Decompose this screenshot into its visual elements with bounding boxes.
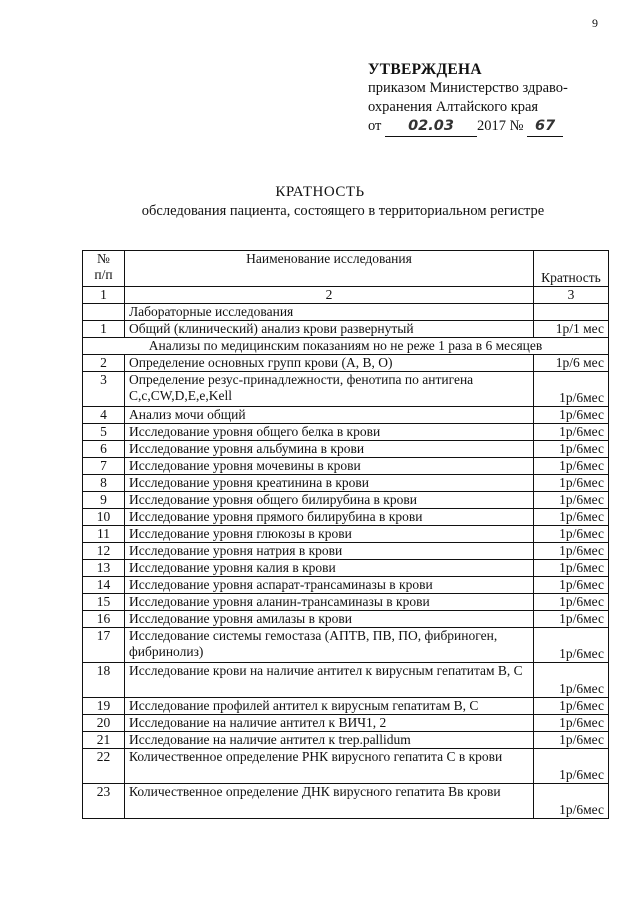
row-number: 19 <box>83 698 125 715</box>
order-year: 2017 № <box>477 118 524 134</box>
handwritten-order-number: 67 <box>527 117 563 137</box>
approval-date-line <box>368 117 568 137</box>
column-number: 2 <box>125 287 534 304</box>
row-number: 15 <box>83 594 125 611</box>
row-frequency: 1р/6 мес <box>534 355 609 372</box>
header-number <box>83 251 125 287</box>
row-name: Исследование уровня амилазы в крови <box>125 611 534 628</box>
row-frequency: 1р/6мес <box>534 424 609 441</box>
document-title: КРАТНОСТЬ <box>275 184 365 200</box>
row-number: 3 <box>83 372 125 407</box>
row-name: Исследование на наличие антител к ВИЧ1, 2 <box>125 715 534 732</box>
table-row <box>83 577 609 594</box>
table-row <box>83 424 609 441</box>
row-frequency: 1р/6мес <box>534 526 609 543</box>
row-name: Исследование уровня калия в крови <box>125 560 534 577</box>
row-name: Количественное определение ДНК вирусного гепатита Вв крови <box>125 784 534 819</box>
row-name: Исследование уровня общего билирубина в крови <box>125 492 534 509</box>
examination-frequency-table <box>82 250 609 819</box>
row-frequency: 1р/6мес <box>534 611 609 628</box>
row-name: Общий (клинический) анализ крови развернутый <box>125 321 534 338</box>
table-row <box>83 663 609 698</box>
row-number: 10 <box>83 509 125 526</box>
row-name: Исследование уровня альбумина в крови <box>125 441 534 458</box>
page-number: 9 <box>592 16 598 30</box>
row-name: Исследование системы гемостаза (АПТВ, ПВ, ПО, фибриноген, фибринолиз) <box>125 628 534 663</box>
table-row <box>83 784 609 819</box>
row-frequency: 1р/6мес <box>534 372 609 407</box>
row-number: 17 <box>83 628 125 663</box>
row-frequency: 1р/6мес <box>534 543 609 560</box>
table-row <box>83 475 609 492</box>
row-name: Исследование крови на наличие антител к вирусным гепатитам В, С <box>125 663 534 698</box>
row-frequency: 1р/6мес <box>534 458 609 475</box>
row-number: 1 <box>83 321 125 338</box>
row-frequency: 1р/6мес <box>534 663 609 698</box>
section-medical-label: Анализы по медицинским показаниям но не реже 1 раза в 6 месяцев <box>83 338 609 355</box>
row-frequency: 1р/6мес <box>534 594 609 611</box>
table-row <box>83 749 609 784</box>
row-frequency: 1р/6мес <box>534 628 609 663</box>
row-name: Анализ мочи общий <box>125 407 534 424</box>
row-number: 11 <box>83 526 125 543</box>
row-frequency: 1р/6мес <box>534 407 609 424</box>
row-frequency: 1р/6мес <box>534 441 609 458</box>
table-row <box>83 560 609 577</box>
row-frequency: 1р/6мес <box>534 560 609 577</box>
table-row <box>83 355 609 372</box>
approval-title: УТВЕРЖДЕНА <box>368 61 482 78</box>
header-name: Наименование исследования <box>125 251 534 287</box>
row-name: Исследование уровня прямого билирубина в крови <box>125 509 534 526</box>
row-frequency: 1р/6мес <box>534 509 609 526</box>
table-row <box>83 509 609 526</box>
row-name: Исследование уровня общего белка в крови <box>125 424 534 441</box>
row-name: Исследование уровня мочевины в крови <box>125 458 534 475</box>
row-number: 4 <box>83 407 125 424</box>
row-frequency: 1р/6мес <box>534 784 609 819</box>
document-subtitle: обследования пациента, состоящего в территориальном регистре <box>141 203 545 219</box>
row-number: 12 <box>83 543 125 560</box>
row-name: Исследование уровня креатинина в крови <box>125 475 534 492</box>
row-name: Исследование профилей антител к вирусным гепатитам В, С <box>125 698 534 715</box>
row-number: 20 <box>83 715 125 732</box>
table-row <box>83 441 609 458</box>
table-row <box>83 407 609 424</box>
row-name: Исследование на наличие антител к trep.pallidum <box>125 732 534 749</box>
row-name: Исследование уровня глюкозы в крови <box>125 526 534 543</box>
table-row <box>83 543 609 560</box>
table-row <box>83 321 609 338</box>
table-row <box>83 715 609 732</box>
row-number: 18 <box>83 663 125 698</box>
row-name: Количественное определение РНК вирусного гепатита С в крови <box>125 749 534 784</box>
row-name: Исследование уровня натрия в крови <box>125 543 534 560</box>
row-number: 7 <box>83 458 125 475</box>
section-row <box>83 304 609 321</box>
table-row <box>83 698 609 715</box>
row-number: 23 <box>83 784 125 819</box>
header-frequency: Кратность <box>534 251 609 287</box>
header-number-abbr: п/п <box>94 267 113 282</box>
table-row <box>83 372 609 407</box>
table-row <box>83 732 609 749</box>
row-number: 5 <box>83 424 125 441</box>
row-frequency: 1р/6мес <box>534 492 609 509</box>
row-number: 9 <box>83 492 125 509</box>
row-frequency: 1р/6мес <box>534 698 609 715</box>
row-number: 21 <box>83 732 125 749</box>
column-numbers-row <box>83 287 609 304</box>
row-number: 22 <box>83 749 125 784</box>
date-prefix: от <box>368 118 382 134</box>
row-name: Определение резус-принадлежности, фенотипа по антигена C,c,CW,D,E,e,Kell <box>125 372 534 407</box>
header-number-symbol: № <box>97 251 110 266</box>
table-header-row <box>83 251 609 287</box>
table-row <box>83 458 609 475</box>
table-row <box>83 526 609 543</box>
row-frequency: 1р/1 мес <box>534 321 609 338</box>
table-row <box>83 594 609 611</box>
section-lab-label: Лабораторные исследования <box>125 304 534 321</box>
row-number: 2 <box>83 355 125 372</box>
handwritten-date: 02.03 <box>385 117 477 137</box>
table-row <box>83 611 609 628</box>
approval-line-1: приказом Министерство здраво- <box>368 80 568 96</box>
row-name: Исследование уровня аспарат-трансаминазы в крови <box>125 577 534 594</box>
row-number: 13 <box>83 560 125 577</box>
column-number: 1 <box>83 287 125 304</box>
row-name: Определение основных групп крови (А, В, О) <box>125 355 534 372</box>
row-name: Исследование уровня аланин-трансаминазы в крови <box>125 594 534 611</box>
row-frequency: 1р/6мес <box>534 577 609 594</box>
table-row <box>83 628 609 663</box>
table-row <box>83 492 609 509</box>
row-frequency: 1р/6мес <box>534 715 609 732</box>
row-frequency: 1р/6мес <box>534 475 609 492</box>
approval-block <box>368 60 568 137</box>
approval-line-2: охранения Алтайского края <box>368 99 539 115</box>
row-frequency: 1р/6мес <box>534 749 609 784</box>
section-row <box>83 338 609 355</box>
row-number: 8 <box>83 475 125 492</box>
row-frequency: 1р/6мес <box>534 732 609 749</box>
row-number: 16 <box>83 611 125 628</box>
row-number: 14 <box>83 577 125 594</box>
table-body <box>83 355 609 819</box>
row-number: 6 <box>83 441 125 458</box>
column-number: 3 <box>534 287 609 304</box>
